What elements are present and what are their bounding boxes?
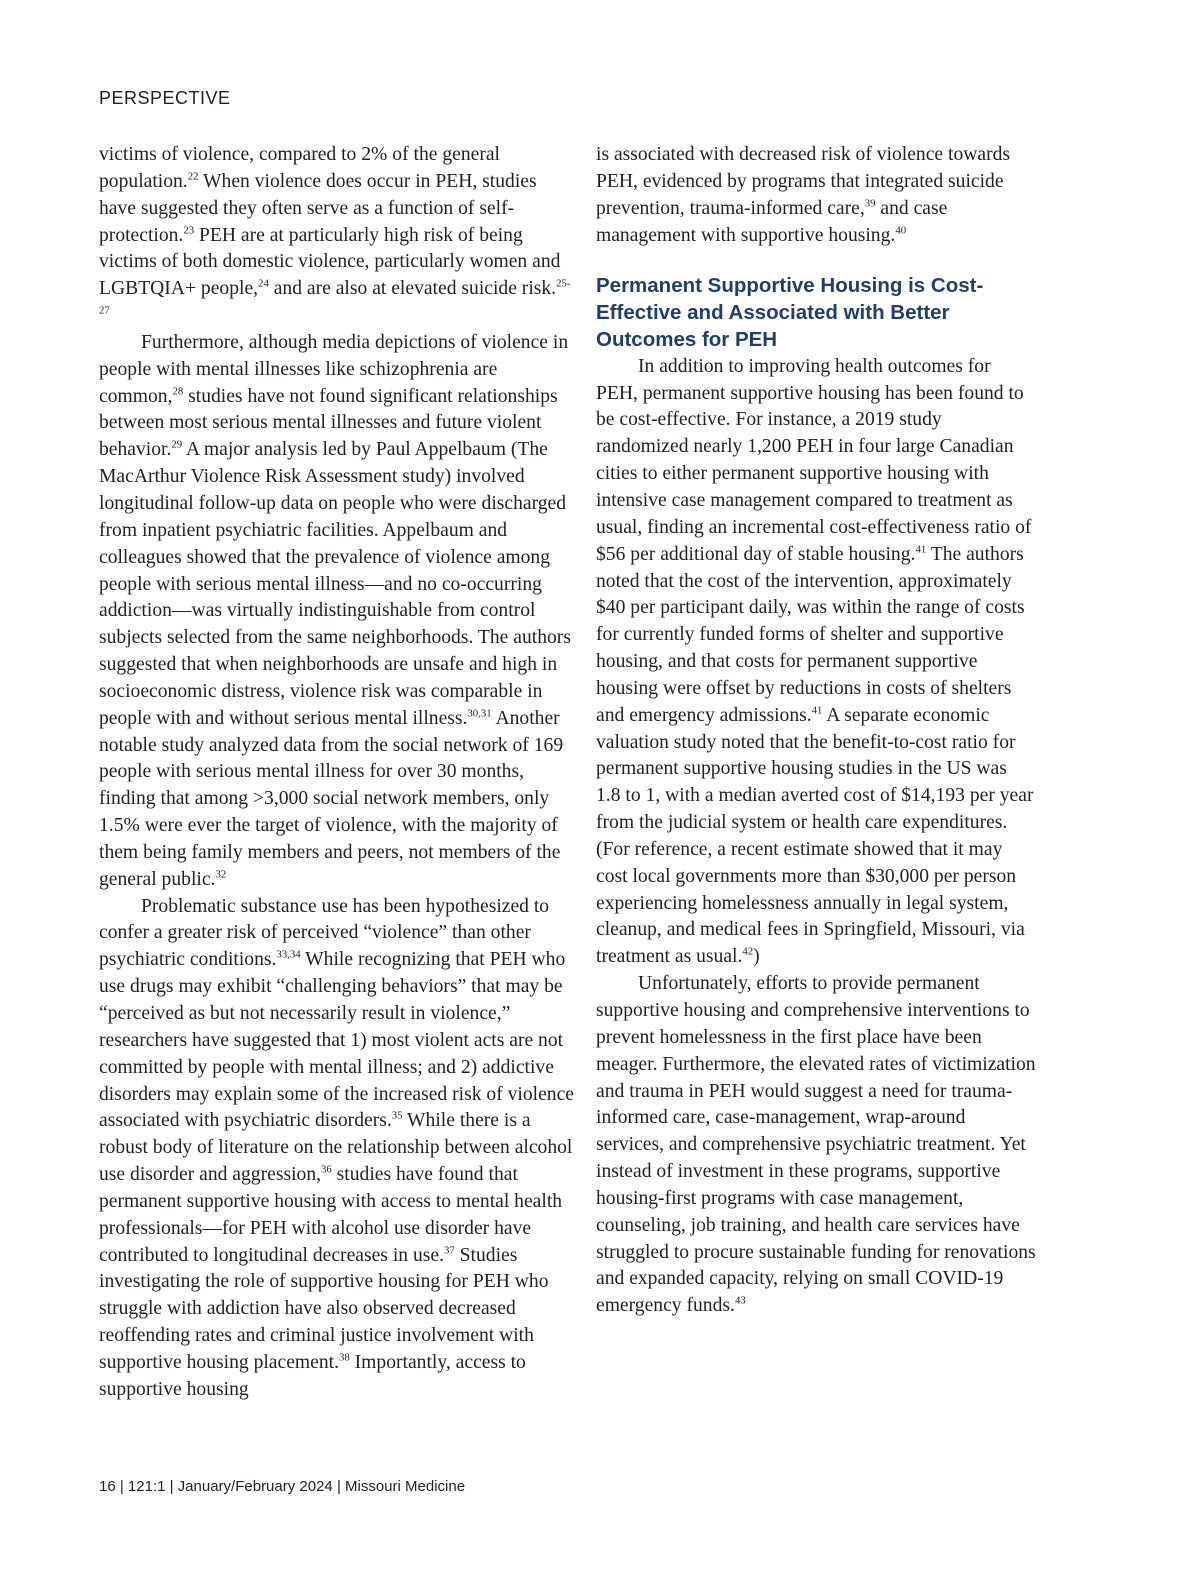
citation: 23 <box>183 223 195 236</box>
paragraph: Unfortunately, efforts to provide permanent supportive housing and comprehensive interventions to prevent homelessness in the first place have been meager. Furthermore, the elevated rates of victimization and trauma in PEH would suggest a need for trauma-informed care, case-management, wrap-around services, and comprehensive psychiatric treatment. Yet instead of investment in these programs, supportive housing-first programs with case management, counseling, job training, and health care services have struggled to procure sustainable funding for renovations and expanded capacity, relying on small COVID-19 emergency funds.$^{43}$ <box>596 973 1036 1317</box>
citation: 28 <box>172 384 184 397</box>
citation: 33,34 <box>276 948 301 961</box>
citation: 35 <box>391 1109 403 1122</box>
section-heading: Permanent Supportive Housing is Cost-Effective and Associated with Better Outcomes for PEH <box>596 274 984 351</box>
citation: 22 <box>187 170 199 183</box>
citation: 36 <box>321 1163 332 1176</box>
citation: 24 <box>258 277 269 290</box>
paragraph: Furthermore, although media depictions of violence in people with mental illnesses like schizophrenia are common,$^{28}$ studies have not found significant relationships between most serious mental illnesses and future violent behavior.$^{29}$ A major analysis led by Paul Appelbaum (The MacArthur Violence Risk Assessment study) involved longitudinal follow-up data on people who were discharged from inpatient psychiatric facilities. Appelbaum and colleagues showed that the prevalence of violence among people with serious mental illness—and no co-occurring addiction—was virtually indistinguishable from control subjects selected from the same neighborhoods. The authors suggested that when neighborhoods are unsafe and high in socioeconomic distress, violence risk was comparable in people with and without serious mental illness.$^{30,31}$ Another notable study analyzed data from the social network of 169 people with serious mental illness for over 30 months, finding that among >3,000 social network members, only 1.5% were ever the target of violence, with the majority of them being family members and peers, not members of the general public.$^{32}$ <box>99 331 571 890</box>
citation: 42 <box>742 945 754 958</box>
paragraph: Problematic substance use has been hypothesized to confer a greater risk of perceived “violence” than other psychiatric conditions.$^{33,34}$ While recognizing that PEH who use drugs may exhibit “challenging behaviors” that may be “perceived as but not necessarily result in violence,” researchers have suggested that 1) most violent acts are not committed by people with mental illness; and 2) addictive disorders may explain some of the increased risk of violence associated with psychiatric disorders.$^{35}$ While there is a robust body of literature on the relationship between alcohol use disorder and aggression,$^{36}$ studies have found that permanent supportive housing with access to mental health professionals—for PEH with alcohol use disorder have contributed to longitudinal decreases in use.$^{37}$ Studies investigating the role of supportive housing for PEH who struggle with addiction have also observed decreased reoffending rates and criminal justice involvement with supportive housing placement.$^{38}$ Importantly, access to supportive housing <box>99 895 574 1400</box>
left-column <box>99 142 577 1404</box>
page-footer: 16 | 121:1 | January/February 2024 | Missouri Medicine <box>99 1478 466 1495</box>
paragraph: victims of violence, compared to 2% of the general population.$^{22}$ When violence does occur in PEH, studies have suggested they often serve as a function of self-protection.$^{23}$ PEH are at particularly high risk of being victims of both domestic violence, particularly women and LGBTQIA+ people,$^{24}$ and are also at elevated suicide risk.$^{25-27}$ <box>99 144 571 317</box>
citation: 37 <box>443 1243 455 1256</box>
paragraph: is associated with decreased risk of violence towards PEH, evidenced by programs that integrated suicide prevention, trauma-informed care,$^{39}$ and case management with supportive housing.$^{40}$ <box>596 144 1011 246</box>
citation: 38 <box>338 1351 350 1364</box>
citation: 32 <box>215 868 227 881</box>
citation: 41 <box>915 542 927 555</box>
citation: 30,31 <box>467 706 492 719</box>
citation: 41 <box>811 703 823 716</box>
right-column <box>596 142 1036 1320</box>
citation: 29 <box>171 438 183 451</box>
section-label: PERSPECTIVE <box>99 88 231 108</box>
paragraph: In addition to improving health outcomes for PEH, permanent supportive housing has been found to be cost-effective. For instance, a 2019 study randomized nearly 1,200 PEH in four large Canadian cities to either permanent supportive housing with intensive case management compared to treatment as usual, finding an incremental cost-effectiveness ratio of $56 per additional day of stable housing.$^{41}$ The authors noted that the cost of the intervention, approximately $40 per participant daily, was within the range of costs for currently funded forms of shelter and supportive housing, and that costs for permanent supportive housing were offset by reductions in costs of shelters and emergency admissions.$^{41}$ A separate economic valuation study noted that the benefit-to-cost ratio for permanent supportive housing studies in the US was 1.8 to 1, with a median averted cost of $14,193 per year from the judicial system or health care expenditures. (For reference, a recent estimate showed that it may cost local governments more than $30,000 per person experiencing homelessness annually in legal system, cleanup, and medical fees in Springfield, Missouri, via treatment as usual.$^{42}$) <box>596 355 1034 968</box>
citation: 43 <box>734 1294 746 1307</box>
citation: 40 <box>895 223 907 236</box>
citation: 25-27 <box>99 277 571 317</box>
citation: 39 <box>864 196 876 209</box>
